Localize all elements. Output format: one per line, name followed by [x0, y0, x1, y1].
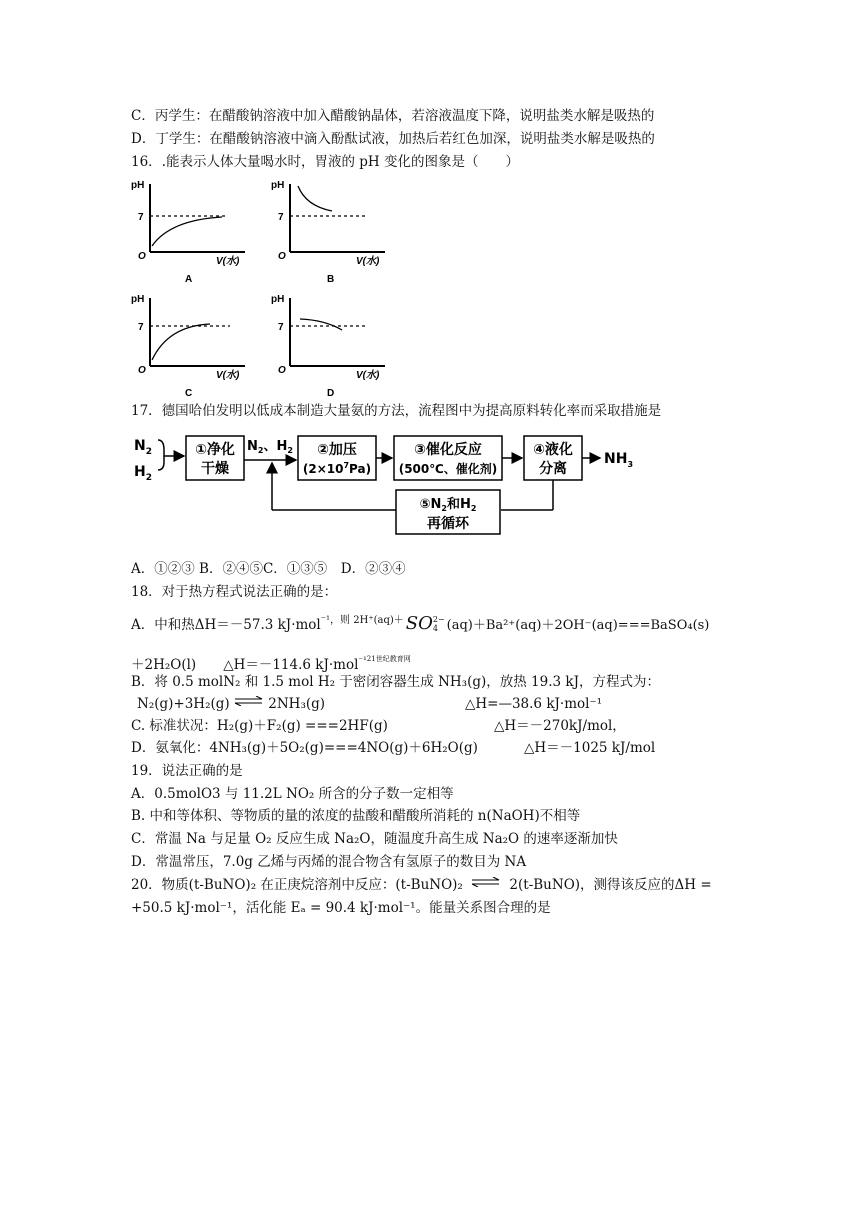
graph-c — [130, 290, 260, 404]
option-18d: D．氨氧化：4NH₃(g)＋5O₂(g)===4NO(g)＋6H₂O(g) △H＝－1025 kJ/mol — [131, 740, 656, 756]
option-18a-part1: A．中和热ΔH＝－57.3 kJ·mol — [131, 617, 321, 633]
option-18a-part3: (aq)＋Ba²⁺(aq)＋2OH⁻(aq)===BaSO₄(s) — [446, 618, 710, 633]
graph-c-label: C — [185, 388, 193, 399]
watermark-text: 21世纪教育网 — [366, 655, 411, 663]
graph-b-label: B — [327, 274, 335, 285]
option-18c: C. 标准状况：H₂(g)＋F₂(g) ===2HF(g) △H＝－270kJ/mol， — [131, 718, 626, 734]
option-19d: D．常温常压，7.0g 乙烯与丙烯的混合物含有氢原子的数目为 NA — [131, 854, 527, 870]
box2-line1: ②加压 — [317, 442, 357, 458]
question-16: 16．.能表示人体大量喝水时，胃液的 pH 变化的图象是（ ） — [131, 154, 519, 170]
graph-a — [130, 176, 260, 290]
graph-a-label: A — [185, 274, 193, 285]
graph-c-origin: O — [138, 365, 146, 376]
box4-line1: ④液化 — [533, 442, 573, 458]
graph-b-tick: 7 — [278, 212, 284, 223]
graph-a-tick: 7 — [138, 212, 144, 223]
graph-b-ylabel: pH — [271, 180, 285, 191]
box5-line1: $⑤N_2$和$H_2$ — [419, 497, 477, 513]
graph-a-origin: O — [138, 251, 146, 262]
equilibrium-arrow-icon — [471, 877, 501, 887]
graph-b-xlabel: V(水) — [356, 256, 380, 267]
equilibrium-arrow-icon — [234, 696, 264, 706]
graph-a-xlabel: V(水) — [216, 256, 240, 267]
option-d-text: D．丁学生：在醋酸钠溶液中滴入酚酞试液，加热后若红色加深，说明盐类水解是吸热的 — [131, 131, 655, 147]
sulfate-ion: SO 2− 4 — [405, 613, 445, 634]
graph-c-ylabel: pH — [131, 294, 145, 305]
box3-line2: (500℃、催化剂) — [398, 462, 498, 476]
input-h2: $H_2$ — [134, 464, 152, 483]
option-18a — [131, 612, 709, 635]
graph-d-ylabel: pH — [271, 294, 285, 305]
graph-c-tick: 7 — [138, 322, 144, 333]
graph-a-ylabel: pH — [131, 180, 145, 191]
process-flowchart — [130, 432, 650, 544]
box2-line2: $(2\times 10^7Pa)$ — [302, 461, 372, 476]
graph-d-label: D — [327, 388, 335, 399]
question-20-cont: +50.5 kJ·mol⁻¹，活化能 Eₐ = 90.4 kJ·mol⁻¹。能量关系图合理的是 — [131, 900, 551, 916]
box1-line2: 干燥 — [201, 461, 229, 477]
arrow-label-n2-h2: $N_2$、$H_2$ — [247, 439, 293, 455]
graph-d-xlabel: V(水) — [356, 370, 380, 381]
question-17: 17．德国哈伯发明以低成本制造大量氨的方法，流程图中为提高原料转化率而采取措施是 — [131, 403, 662, 419]
graph-b-origin: O — [278, 251, 286, 262]
output-nh3: $NH_3$ — [604, 451, 634, 469]
question-18: 18．对于热方程式说法正确的是： — [131, 584, 338, 600]
option-19c: C．常温 Na 与足量 O₂ 反应生成 Na₂O，随温度升高生成 Na₂O 的速率逐渐加快 — [131, 831, 618, 847]
question-20: 20．物质(t-BuNO)₂ 在正庚烷溶剂中反应：(t-BuNO)₂ 2(t-BuNO)，测得该反应的ΔH = — [131, 877, 712, 893]
option-18b-equation: N₂(g)+3H₂(g) 2NH₃(g) △H=—38.6 kJ·mol⁻¹ — [137, 696, 602, 712]
box1-line1: ①净化 — [195, 442, 235, 458]
option-18b: B．将 0.5 molN₂ 和 1.5 mol H₂ 于密闭容器生成 NH₃(g)，放热 19.3 kJ，方程式为： — [131, 674, 660, 690]
input-n2: $N_2$ — [134, 438, 152, 457]
question-17-options: A．①②③ B．②④⑤C．①③⑤ D．②③④ — [131, 561, 406, 577]
option-18a-part2: ⁻¹，则 2H⁺(aq)＋ — [320, 615, 404, 626]
option-c-text: C．丙学生：在醋酸钠溶液中加入醋酸钠晶体，若溶液温度下降，说明盐类水解是吸热的 — [131, 108, 655, 124]
graph-c-xlabel: V(水) — [216, 370, 240, 381]
option-19a: A．0.5molO3 与 11.2L NO₂ 所含的分子数一定相等 — [131, 786, 454, 802]
box5-line2: 再循环 — [427, 516, 469, 532]
box3-line1: ③催化反应 — [414, 442, 482, 458]
question-19: 19．说法正确的是 — [131, 763, 243, 779]
option-19b: B. 中和等体积、等物质的量的浓度的盐酸和醋酸所消耗的 n(NaOH)不相等 — [131, 808, 581, 824]
box4-line2: 分离 — [539, 461, 567, 477]
option-18a-cont: ＋2H₂O(l) △H＝－114.6 kJ·mol$^{^{-1}21世纪教育网}$ — [131, 655, 411, 673]
graph-d-tick: 7 — [278, 322, 284, 333]
graph-b — [270, 176, 400, 290]
graph-d — [270, 290, 400, 404]
graph-d-origin: O — [278, 365, 286, 376]
